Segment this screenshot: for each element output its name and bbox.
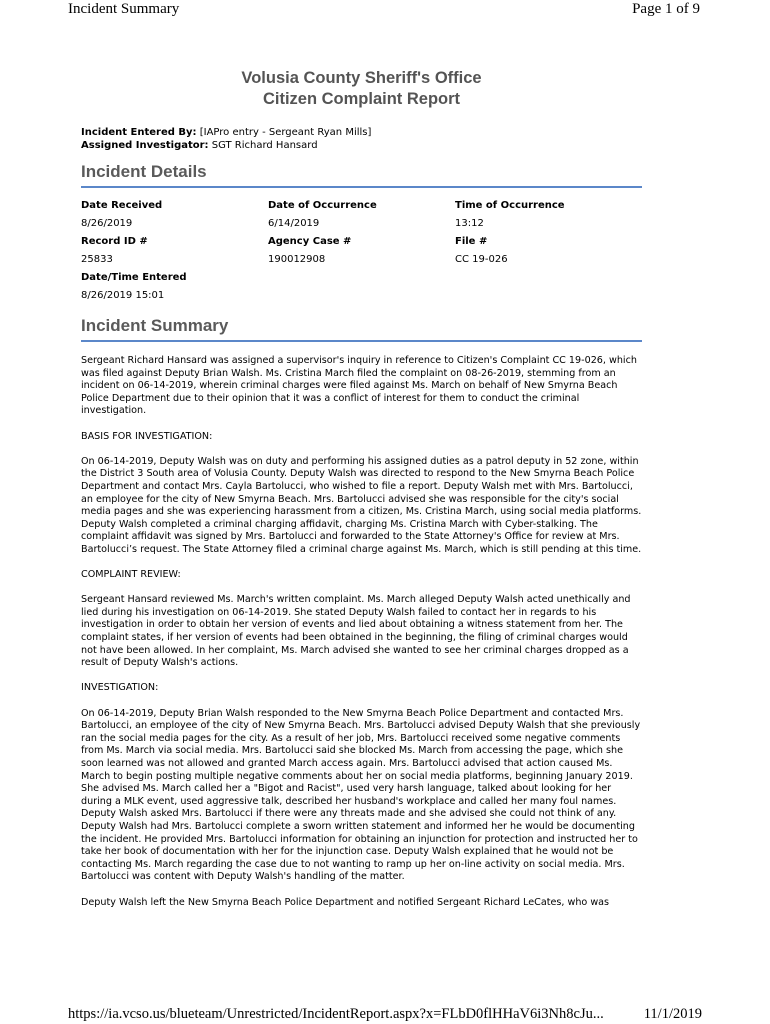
file-value: CC 19-026	[455, 253, 508, 265]
summary-section-label: COMPLAINT REVIEW:	[81, 569, 181, 581]
agency-case-value: 190012908	[268, 253, 326, 265]
investigator-value: SGT Richard Hansard	[211, 140, 318, 151]
date-received-label: Date Received	[81, 199, 163, 211]
summary-paragraph: Sergeant Richard Hansard was assigned a supervisor's inquiry in reference to Citizen's Complaint CC 19-026, which was filed against Deputy Brian Walsh. Ms. Cristina March filed the complaint on 08-26-2019, stemming from an incident on 06-14-2019, wherein criminal charges were filed against Ms. March on behalf of New Smyrna Beach Police Department due to their opinion that it was a conflict of interest for them to conduct the criminal investigation.	[81, 355, 637, 417]
summary-paragraph: Sergeant Hansard reviewed Ms. March's written complaint. Ms. March alleged Deputy Walsh acted unethically and lied during his investigation on 06-14-2019. She stated Deputy Walsh failed to contact her in regards to his investigation in order to obtain her version of events and lied about obtaining a witness statement from her. The complaint states, if her version of events had been obtained in the beginning, the filing of criminal charges would not have been allowed. In her complaint, Ms. March advised she wanted to see her criminal charges dropped as a result of Deputy Walsh's actions.	[81, 594, 631, 669]
report-meta	[81, 126, 642, 152]
incident-summary-heading: Incident Summary	[81, 316, 642, 342]
incident-summary-narrative	[81, 355, 642, 909]
details-label-row	[81, 268, 642, 286]
org-name: Volusia County Sheriff's Office	[241, 69, 482, 87]
entered-datetime-label: Date/Time Entered	[81, 271, 187, 283]
entered-datetime-value: 8/26/2019 15:01	[81, 289, 165, 301]
file-label: File #	[455, 235, 488, 247]
print-header	[0, 0, 770, 22]
date-received-value: 8/26/2019	[81, 217, 133, 229]
report-title	[81, 68, 642, 110]
entered-by-label: Incident Entered By:	[81, 127, 197, 138]
print-header-page-number: Page 1 of 9	[632, 1, 700, 17]
details-label-row	[81, 232, 642, 250]
details-value-row	[81, 286, 642, 304]
print-footer-date: 11/1/2019	[643, 1006, 702, 1022]
print-footer	[0, 1004, 770, 1024]
entered-by-row	[81, 126, 642, 139]
date-occurrence-value: 6/14/2019	[268, 217, 320, 229]
investigator-label: Assigned Investigator:	[81, 140, 209, 151]
incident-details-table	[81, 196, 642, 304]
agency-case-label: Agency Case #	[268, 235, 352, 247]
date-occurrence-label: Date of Occurrence	[268, 199, 377, 211]
entered-by-value: [IAPro entry - Sergeant Ryan Mills]	[199, 127, 372, 138]
record-id-label: Record ID #	[81, 235, 148, 247]
details-value-row	[81, 250, 642, 268]
time-occurrence-label: Time of Occurrence	[455, 199, 565, 211]
print-footer-url: https://ia.vcso.us/blueteam/Unrestricted/IncidentReport.aspx?x=FLbD0flHHaV6i3Nh8cJu...	[68, 1006, 604, 1022]
summary-paragraph: On 06-14-2019, Deputy Walsh was on duty and performing his assigned duties as a patrol deputy in 52 zone, within the District 3 South area of Volusia County. Deputy Walsh was directed to respond to the New Smyrna Beach Police Department and contact Mrs. Cayla Bartolucci, who wished to file a report. Deputy Walsh met with Mrs. Bartolucci, an employee for the city of New Smyrna Beach. Mrs. Bartolucci advised she was responsible for the city's social media pages and she was experiencing harassment from a citizen, Ms. Cristina March, using social media platforms. Deputy Walsh completed a criminal charging affidavit, charging Ms. Cristina March with Cyber-stalking. The complaint affidavit was signed by Mrs. Bartolucci and forwarded to the State Attorney's Office for review at Mrs. Bartolucci’s request. The State Attorney filed a criminal charge against Ms. March, which is still pending at this time.	[81, 455, 642, 555]
incident-details-heading: Incident Details	[81, 162, 642, 188]
time-occurrence-value: 13:12	[455, 217, 484, 229]
details-label-row	[81, 196, 642, 214]
summary-section-label: INVESTIGATION:	[81, 682, 159, 694]
summary-paragraph: Deputy Walsh left the New Smyrna Beach Police Department and notified Sergeant Richard LeCates, who was	[81, 896, 610, 908]
summary-paragraph: On 06-14-2019, Deputy Brian Walsh responded to the New Smyrna Beach Police Department and contacted Mrs. Bartolucci, an employee of the city of New Smyrna Beach. Mrs. Bartolucci advised Deputy Walsh that she previously ran the social media pages for the city. As a result of her job, Mrs. Bartolucci received some negative comments from Ms. March via social media. Mrs. Bartolucci said she blocked Ms. March from accessing the page, which she soon learned was not allowed and granted March access again. Mrs. Bartolucci advised that action caused Ms. March to begin posting multiple negative comments about her on social media platforms, beginning January 2019. She advised Ms. March called her a "Bigot and Racist", used very harsh language, talked about looking for her during a MLK event, used aggressive talk, described her husband's workplace and called her many foul names. Deputy Walsh asked Mrs. Bartolucci if there were any threats made and she advised she could not think of any. Deputy Walsh had Mrs. Bartolucci complete a sworn written statement and informed her he would be documenting the incident. He provided Mrs. Bartolucci information for obtaining an injunction for protection and instructed her to take her book of documentation with her for the injunction case. Deputy Walsh explained that he would not be contacting Ms. March regarding the case due to not wanting to ramp up her on-line activity on social media. Mrs. Bartolucci was content with Deputy Walsh's handling of the matter.	[81, 707, 641, 883]
print-header-title: Incident Summary	[68, 1, 180, 17]
investigator-row	[81, 139, 642, 152]
record-id-value: 25833	[81, 253, 113, 265]
report-document	[81, 68, 642, 922]
details-value-row	[81, 214, 642, 232]
report-type: Citizen Complaint Report	[262, 90, 461, 108]
summary-section-label: BASIS FOR INVESTIGATION:	[81, 430, 213, 442]
